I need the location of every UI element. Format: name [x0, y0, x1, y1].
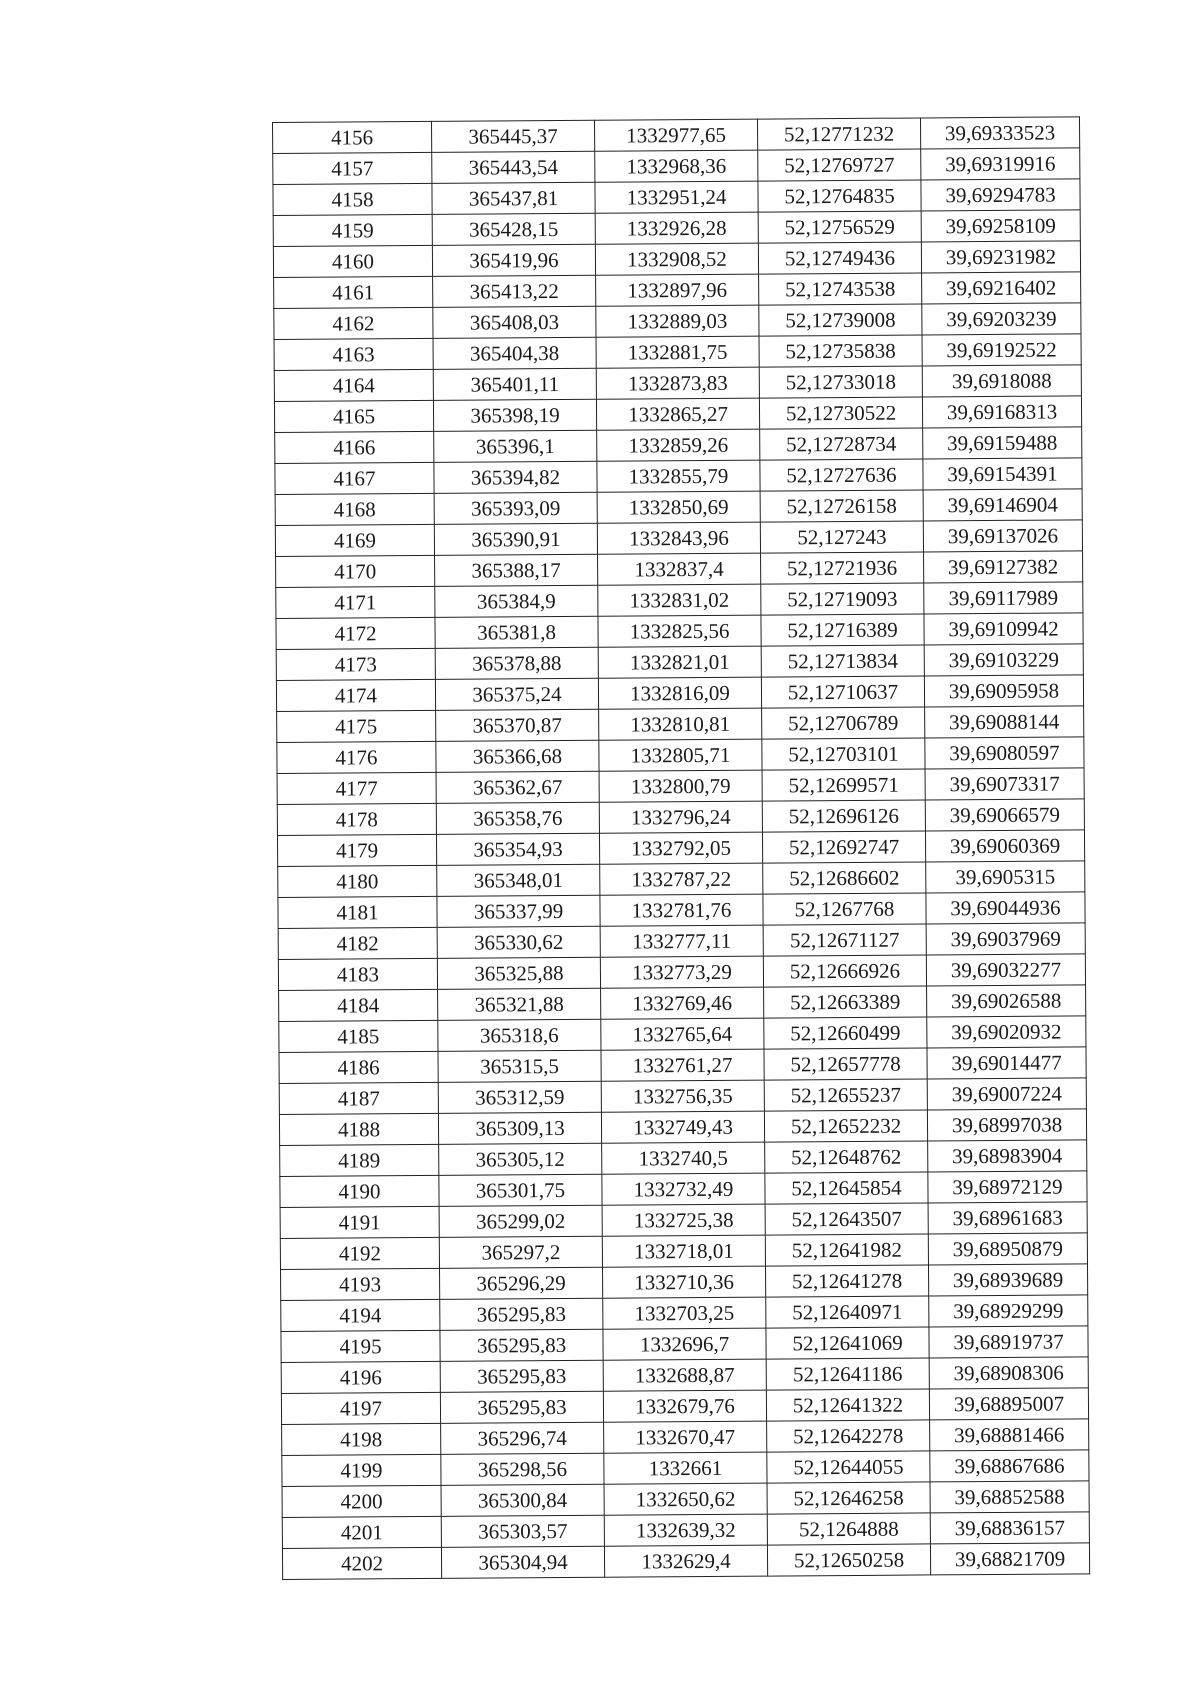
point-number-cell: 4193	[281, 1268, 440, 1300]
table-row	[280, 1202, 1087, 1239]
table-row	[276, 582, 1083, 619]
y-coordinate-cell: 1332831,02	[598, 584, 761, 616]
longitude-cell: 39,69117989	[924, 582, 1083, 614]
longitude-cell: 39,68961683	[928, 1202, 1087, 1234]
point-number-cell: 4200	[282, 1485, 441, 1517]
y-coordinate-cell: 1332703,25	[603, 1297, 766, 1329]
y-coordinate-cell: 1332977,65	[594, 119, 757, 151]
y-coordinate-cell: 1332873,83	[596, 367, 759, 399]
table-row	[281, 1326, 1088, 1363]
y-coordinate-cell: 1332926,28	[595, 212, 758, 244]
point-number-cell: 4157	[273, 152, 432, 184]
table-row	[278, 861, 1085, 898]
latitude-cell: 52,12710637	[761, 676, 924, 708]
latitude-cell: 52,12716389	[761, 614, 924, 646]
latitude-cell: 52,12642278	[767, 1420, 930, 1452]
table-row	[276, 551, 1083, 588]
x-coordinate-cell: 365295,83	[440, 1298, 603, 1330]
table-row	[282, 1481, 1089, 1518]
table-row	[274, 365, 1081, 402]
latitude-cell: 52,12663389	[764, 986, 927, 1018]
y-coordinate-cell: 1332756,35	[601, 1080, 764, 1112]
table-row	[274, 334, 1081, 371]
table-row	[277, 799, 1084, 836]
y-coordinate-cell: 1332810,81	[599, 708, 762, 740]
point-number-cell: 4172	[276, 617, 435, 649]
longitude-cell: 39,69146904	[923, 489, 1082, 521]
latitude-cell: 52,12749436	[758, 242, 921, 274]
table-row	[280, 1140, 1087, 1177]
point-number-cell: 4201	[282, 1516, 441, 1548]
x-coordinate-cell: 365398,19	[433, 399, 596, 431]
point-number-cell: 4175	[277, 710, 436, 742]
table-row	[276, 644, 1083, 681]
y-coordinate-cell: 1332773,29	[600, 956, 763, 988]
point-number-cell: 4159	[273, 214, 432, 246]
x-coordinate-cell: 365445,37	[431, 120, 594, 152]
latitude-cell: 52,12657778	[764, 1048, 927, 1080]
latitude-cell: 52,12713834	[761, 645, 924, 677]
y-coordinate-cell: 1332889,03	[596, 305, 759, 337]
table-row	[279, 1078, 1086, 1115]
x-coordinate-cell: 365394,82	[434, 461, 597, 493]
point-number-cell: 4183	[278, 958, 437, 990]
table-row	[274, 396, 1081, 433]
longitude-cell: 39,69258109	[921, 210, 1080, 242]
x-coordinate-cell: 365437,81	[432, 182, 595, 214]
longitude-cell: 39,69231982	[921, 241, 1080, 273]
point-number-cell: 4167	[275, 462, 434, 494]
point-number-cell: 4181	[278, 896, 437, 928]
longitude-cell: 39,69127382	[924, 551, 1083, 583]
table-row	[279, 1109, 1086, 1146]
latitude-cell: 52,12641186	[766, 1358, 929, 1390]
y-coordinate-cell: 1332740,5	[602, 1142, 765, 1174]
y-coordinate-cell: 1332865,27	[596, 398, 759, 430]
latitude-cell: 52,12743538	[759, 273, 922, 305]
y-coordinate-cell: 1332816,09	[598, 677, 761, 709]
y-coordinate-cell: 1332859,26	[597, 429, 760, 461]
point-number-cell: 4177	[277, 772, 436, 804]
x-coordinate-cell: 365318,6	[438, 1019, 601, 1051]
table-row	[281, 1295, 1088, 1332]
longitude-cell: 39,68867686	[930, 1450, 1089, 1482]
longitude-cell: 39,69026588	[927, 985, 1086, 1017]
y-coordinate-cell: 1332650,62	[604, 1483, 767, 1515]
latitude-cell: 52,12645854	[765, 1172, 928, 1204]
point-number-cell: 4164	[274, 369, 433, 401]
latitude-cell: 52,12726158	[760, 490, 923, 522]
table-row	[281, 1357, 1088, 1394]
x-coordinate-cell: 365301,75	[439, 1174, 602, 1206]
latitude-cell: 52,12666926	[763, 955, 926, 987]
x-coordinate-cell: 365299,02	[439, 1205, 602, 1237]
point-number-cell: 4156	[273, 121, 432, 153]
point-number-cell: 4202	[282, 1547, 441, 1579]
latitude-cell: 52,12699571	[762, 769, 925, 801]
y-coordinate-cell: 1332855,79	[597, 460, 760, 492]
longitude-cell: 39,69192522	[922, 334, 1081, 366]
table-row	[277, 706, 1084, 743]
point-number-cell: 4163	[274, 338, 433, 370]
x-coordinate-cell: 365305,12	[439, 1143, 602, 1175]
longitude-cell: 39,69203239	[922, 303, 1081, 335]
longitude-cell: 39,69319916	[921, 148, 1080, 180]
table-row	[273, 148, 1080, 185]
y-coordinate-cell: 1332629,4	[604, 1545, 767, 1577]
y-coordinate-cell: 1332897,96	[596, 274, 759, 306]
latitude-cell: 52,12719093	[761, 583, 924, 615]
longitude-cell: 39,69044936	[926, 892, 1085, 924]
point-number-cell: 4184	[279, 989, 438, 1021]
longitude-cell: 39,69037969	[926, 923, 1085, 955]
x-coordinate-cell: 365295,83	[440, 1360, 603, 1392]
longitude-cell: 39,69294783	[921, 179, 1080, 211]
table-row	[274, 303, 1081, 340]
table-row	[278, 954, 1085, 991]
x-coordinate-cell: 365362,67	[436, 771, 599, 803]
x-coordinate-cell: 365296,74	[441, 1422, 604, 1454]
latitude-cell: 52,12644055	[767, 1451, 930, 1483]
point-number-cell: 4178	[277, 803, 436, 835]
x-coordinate-cell: 365388,17	[435, 554, 598, 586]
table-row	[281, 1388, 1088, 1425]
latitude-cell: 52,12769727	[758, 149, 921, 181]
longitude-cell: 39,68950879	[928, 1233, 1087, 1265]
latitude-cell: 52,12728734	[760, 428, 923, 460]
point-number-cell: 4180	[278, 865, 437, 897]
point-number-cell: 4194	[281, 1299, 440, 1331]
longitude-cell: 39,68895007	[929, 1388, 1088, 1420]
y-coordinate-cell: 1332800,79	[599, 770, 762, 802]
point-number-cell: 4198	[282, 1423, 441, 1455]
point-number-cell: 4160	[273, 245, 432, 277]
latitude-cell: 52,12671127	[763, 924, 926, 956]
longitude-cell: 39,69073317	[925, 768, 1084, 800]
table-row	[277, 737, 1084, 774]
latitude-cell: 52,12764835	[758, 180, 921, 212]
y-coordinate-cell: 1332661	[604, 1452, 767, 1484]
longitude-cell: 39,69154391	[923, 458, 1082, 490]
point-number-cell: 4169	[275, 524, 434, 556]
latitude-cell: 52,12641278	[765, 1265, 928, 1297]
y-coordinate-cell: 1332951,24	[595, 181, 758, 213]
table-row	[277, 830, 1084, 867]
y-coordinate-cell: 1332821,01	[598, 646, 761, 678]
point-number-cell: 4158	[273, 183, 432, 215]
latitude-cell: 52,12641069	[766, 1327, 929, 1359]
longitude-cell: 39,6905315	[926, 861, 1085, 893]
x-coordinate-cell: 365443,54	[432, 151, 595, 183]
x-coordinate-cell: 365358,76	[436, 802, 599, 834]
y-coordinate-cell: 1332825,56	[598, 615, 761, 647]
latitude-cell: 52,12739008	[759, 304, 922, 336]
coordinates-table-body	[273, 117, 1090, 1580]
longitude-cell: 39,68852588	[930, 1481, 1089, 1513]
longitude-cell: 39,69216402	[922, 272, 1081, 304]
latitude-cell: 52,1267768	[763, 893, 926, 925]
point-number-cell: 4173	[276, 648, 435, 680]
point-number-cell: 4186	[279, 1051, 438, 1083]
y-coordinate-cell: 1332710,36	[603, 1266, 766, 1298]
x-coordinate-cell: 365303,57	[441, 1515, 604, 1547]
point-number-cell: 4191	[280, 1206, 439, 1238]
latitude-cell: 52,12646258	[767, 1482, 930, 1514]
x-coordinate-cell: 365378,88	[435, 647, 598, 679]
longitude-cell: 39,68881466	[930, 1419, 1089, 1451]
x-coordinate-cell: 365404,38	[433, 337, 596, 369]
point-number-cell: 4162	[274, 307, 433, 339]
longitude-cell: 39,68983904	[928, 1140, 1087, 1172]
longitude-cell: 39,68908306	[929, 1357, 1088, 1389]
latitude-cell: 52,12641322	[766, 1389, 929, 1421]
table-row	[273, 210, 1080, 247]
latitude-cell: 52,12655237	[764, 1079, 927, 1111]
x-coordinate-cell: 365296,29	[440, 1267, 603, 1299]
latitude-cell: 52,12652232	[764, 1110, 927, 1142]
table-row	[273, 117, 1080, 154]
y-coordinate-cell: 1332725,38	[602, 1204, 765, 1236]
table-row	[275, 489, 1082, 526]
point-number-cell: 4197	[281, 1392, 440, 1424]
x-coordinate-cell: 365381,8	[435, 616, 598, 648]
longitude-cell: 39,69168313	[922, 396, 1081, 428]
table-row	[282, 1419, 1089, 1456]
x-coordinate-cell: 365396,1	[434, 430, 597, 462]
x-coordinate-cell: 365384,9	[435, 585, 598, 617]
table-row	[276, 675, 1083, 712]
table-row	[282, 1543, 1089, 1580]
x-coordinate-cell: 365300,84	[441, 1484, 604, 1516]
y-coordinate-cell: 1332781,76	[600, 894, 763, 926]
x-coordinate-cell: 365325,88	[437, 957, 600, 989]
longitude-cell: 39,69066579	[925, 799, 1084, 831]
point-number-cell: 4196	[281, 1361, 440, 1393]
longitude-cell: 39,69088144	[925, 706, 1084, 738]
x-coordinate-cell: 365401,11	[433, 368, 596, 400]
longitude-cell: 39,6918088	[922, 365, 1081, 397]
table-row	[279, 1016, 1086, 1053]
latitude-cell: 52,12703101	[762, 738, 925, 770]
latitude-cell: 52,12692747	[762, 831, 925, 863]
point-number-cell: 4174	[276, 679, 435, 711]
table-row	[282, 1512, 1089, 1549]
longitude-cell: 39,68929299	[929, 1295, 1088, 1327]
x-coordinate-cell: 365295,83	[440, 1391, 603, 1423]
x-coordinate-cell: 365428,15	[432, 213, 595, 245]
table-row	[275, 458, 1082, 495]
point-number-cell: 4185	[279, 1020, 438, 1052]
longitude-cell: 39,69032277	[926, 954, 1085, 986]
point-number-cell: 4171	[276, 586, 435, 618]
point-number-cell: 4199	[282, 1454, 441, 1486]
point-number-cell: 4190	[280, 1175, 439, 1207]
y-coordinate-cell: 1332843,96	[597, 522, 760, 554]
x-coordinate-cell: 365390,91	[434, 523, 597, 555]
x-coordinate-cell: 365413,22	[433, 275, 596, 307]
longitude-cell: 39,69060369	[925, 830, 1084, 862]
y-coordinate-cell: 1332670,47	[604, 1421, 767, 1453]
x-coordinate-cell: 365337,99	[437, 895, 600, 927]
y-coordinate-cell: 1332769,46	[601, 987, 764, 1019]
x-coordinate-cell: 365321,88	[438, 988, 601, 1020]
latitude-cell: 52,12771232	[757, 118, 920, 150]
y-coordinate-cell: 1332718,01	[602, 1235, 765, 1267]
longitude-cell: 39,69014477	[927, 1047, 1086, 1079]
table-row	[276, 613, 1083, 650]
latitude-cell: 52,12640971	[766, 1296, 929, 1328]
longitude-cell: 39,69020932	[927, 1016, 1086, 1048]
latitude-cell: 52,12686602	[763, 862, 926, 894]
longitude-cell: 39,69159488	[923, 427, 1082, 459]
x-coordinate-cell: 365297,2	[439, 1236, 602, 1268]
point-number-cell: 4189	[280, 1144, 439, 1176]
point-number-cell: 4161	[274, 276, 433, 308]
y-coordinate-cell: 1332777,11	[600, 925, 763, 957]
point-number-cell: 4176	[277, 741, 436, 773]
table-row	[273, 241, 1080, 278]
point-number-cell: 4192	[280, 1237, 439, 1269]
x-coordinate-cell: 365298,56	[441, 1453, 604, 1485]
point-number-cell: 4170	[276, 555, 435, 587]
y-coordinate-cell: 1332850,69	[597, 491, 760, 523]
y-coordinate-cell: 1332765,64	[601, 1018, 764, 1050]
table-row	[275, 427, 1082, 464]
point-number-cell: 4168	[275, 493, 434, 525]
x-coordinate-cell: 365375,24	[435, 678, 598, 710]
x-coordinate-cell: 365295,83	[440, 1329, 603, 1361]
latitude-cell: 52,12706789	[762, 707, 925, 739]
table-row	[279, 985, 1086, 1022]
point-number-cell: 4165	[274, 400, 433, 432]
point-number-cell: 4166	[275, 431, 434, 463]
latitude-cell: 52,127243	[760, 521, 923, 553]
x-coordinate-cell: 365393,09	[434, 492, 597, 524]
longitude-cell: 39,68836157	[930, 1512, 1089, 1544]
x-coordinate-cell: 365354,93	[436, 833, 599, 865]
x-coordinate-cell: 365309,13	[438, 1112, 601, 1144]
latitude-cell: 52,12643507	[765, 1203, 928, 1235]
y-coordinate-cell: 1332881,75	[596, 336, 759, 368]
table-row	[280, 1233, 1087, 1270]
y-coordinate-cell: 1332696,7	[603, 1328, 766, 1360]
longitude-cell: 39,68919737	[929, 1326, 1088, 1358]
y-coordinate-cell: 1332796,24	[599, 801, 762, 833]
table-row	[279, 1047, 1086, 1084]
y-coordinate-cell: 1332805,71	[599, 739, 762, 771]
y-coordinate-cell: 1332732,49	[602, 1173, 765, 1205]
y-coordinate-cell: 1332688,87	[603, 1359, 766, 1391]
y-coordinate-cell: 1332749,43	[601, 1111, 764, 1143]
latitude-cell: 52,12641982	[765, 1234, 928, 1266]
y-coordinate-cell: 1332761,27	[601, 1049, 764, 1081]
latitude-cell: 52,1264888	[767, 1513, 930, 1545]
longitude-cell: 39,68997038	[927, 1109, 1086, 1141]
longitude-cell: 39,69103229	[924, 644, 1083, 676]
x-coordinate-cell: 365312,59	[438, 1081, 601, 1113]
longitude-cell: 39,69095958	[924, 675, 1083, 707]
table-row	[278, 923, 1085, 960]
longitude-cell: 39,68821709	[930, 1543, 1089, 1575]
y-coordinate-cell: 1332908,52	[595, 243, 758, 275]
longitude-cell: 39,69007224	[927, 1078, 1086, 1110]
table-row	[282, 1450, 1089, 1487]
x-coordinate-cell: 365304,94	[441, 1546, 604, 1578]
y-coordinate-cell: 1332787,22	[600, 863, 763, 895]
point-number-cell: 4179	[277, 834, 436, 866]
x-coordinate-cell: 365330,62	[437, 926, 600, 958]
latitude-cell: 52,12648762	[765, 1141, 928, 1173]
latitude-cell: 52,12650258	[767, 1544, 930, 1576]
x-coordinate-cell: 365366,68	[436, 740, 599, 772]
table-row	[275, 520, 1082, 557]
table-row	[277, 768, 1084, 805]
table-row	[278, 892, 1085, 929]
x-coordinate-cell: 365315,5	[438, 1050, 601, 1082]
latitude-cell: 52,12730522	[759, 397, 922, 429]
y-coordinate-cell: 1332679,76	[603, 1390, 766, 1422]
table-row	[280, 1171, 1087, 1208]
longitude-cell: 39,69109942	[924, 613, 1083, 645]
y-coordinate-cell: 1332837,4	[598, 553, 761, 585]
latitude-cell: 52,12660499	[764, 1017, 927, 1049]
point-number-cell: 4182	[278, 927, 437, 959]
point-number-cell: 4188	[279, 1113, 438, 1145]
longitude-cell: 39,69137026	[923, 520, 1082, 552]
latitude-cell: 52,12735838	[759, 335, 922, 367]
latitude-cell: 52,12727636	[760, 459, 923, 491]
longitude-cell: 39,68972129	[928, 1171, 1087, 1203]
y-coordinate-cell: 1332792,05	[599, 832, 762, 864]
longitude-cell: 39,69333523	[920, 117, 1079, 149]
table-row	[281, 1264, 1088, 1301]
latitude-cell: 52,12721936	[761, 552, 924, 584]
latitude-cell: 52,12733018	[759, 366, 922, 398]
longitude-cell: 39,68939689	[928, 1264, 1087, 1296]
x-coordinate-cell: 365419,96	[432, 244, 595, 276]
x-coordinate-cell: 365348,01	[437, 864, 600, 896]
y-coordinate-cell: 1332639,32	[604, 1514, 767, 1546]
point-number-cell: 4195	[281, 1330, 440, 1362]
latitude-cell: 52,12756529	[758, 211, 921, 243]
longitude-cell: 39,69080597	[925, 737, 1084, 769]
point-number-cell: 4187	[279, 1082, 438, 1114]
y-coordinate-cell: 1332968,36	[595, 150, 758, 182]
latitude-cell: 52,12696126	[762, 800, 925, 832]
x-coordinate-cell: 365370,87	[436, 709, 599, 741]
table-row	[274, 272, 1081, 309]
coordinates-table	[272, 116, 1090, 1580]
table-row	[273, 179, 1080, 216]
x-coordinate-cell: 365408,03	[433, 306, 596, 338]
